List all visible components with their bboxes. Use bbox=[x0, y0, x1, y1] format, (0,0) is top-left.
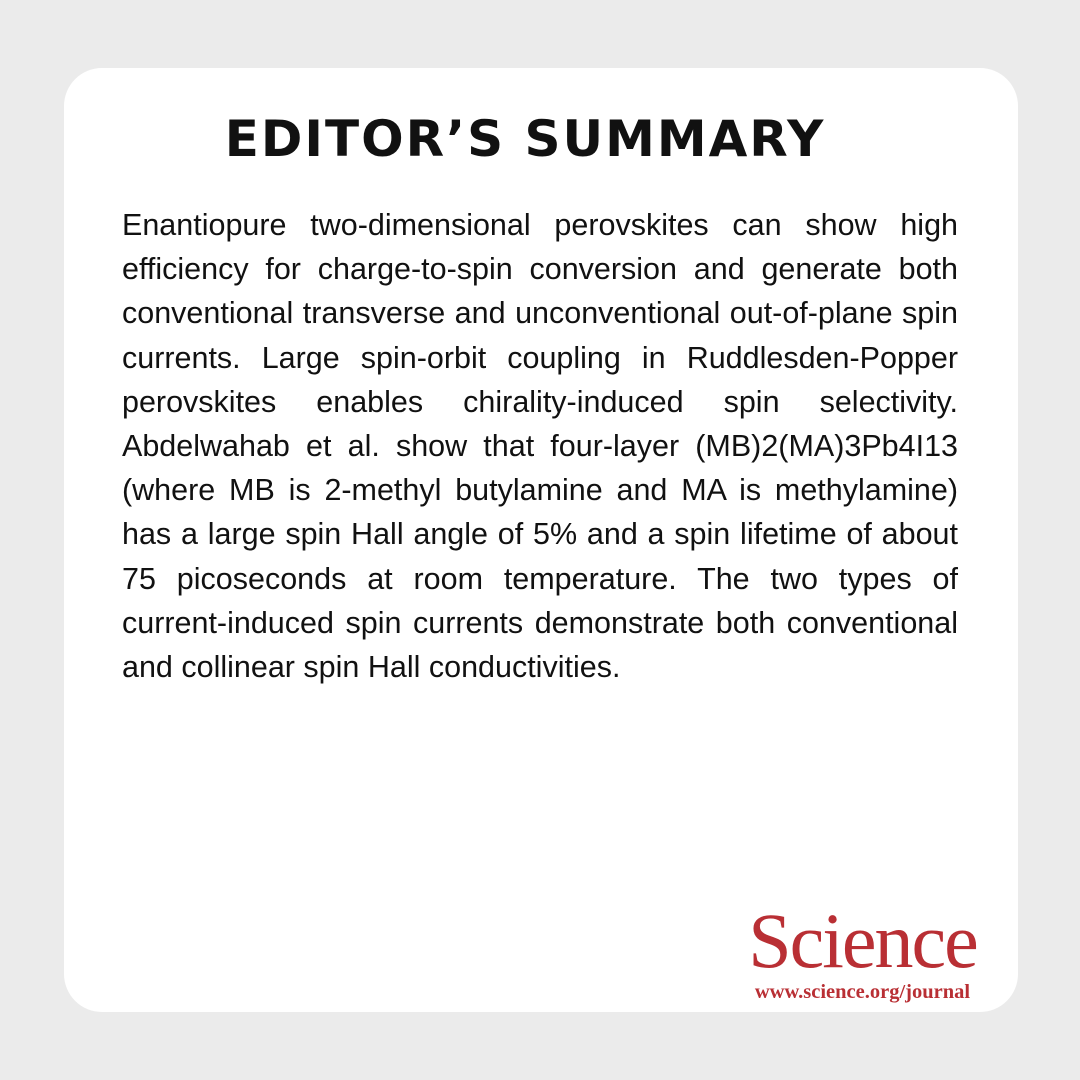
page-title: EDITOR’S SUMMARY bbox=[224, 110, 826, 168]
science-logo bbox=[740, 897, 985, 1004]
science-wordmark: Science bbox=[748, 897, 977, 984]
science-url: www.science.org/journal bbox=[754, 981, 971, 1003]
summary-paragraph: Enantiopure two-dimensional perovskites can show high efficiency for charge-to-spin conversion and generate both conventional transverse and unconventional out-of-plane spin currents. Large spin-orbit coupling in Ruddlesden-Popper perovskites enables chirality-induced spin selectivity. Abdelwahab et al. show that four-layer (MB)2(MA)3Pb4I13 (where MB is 2-methyl butylamine and MA is methylamine) has a large spin Hall angle of 5% and a spin lifetime of about 75 picoseconds at room temperature. The two types of current-induced spin currents demonstrate both conventional and collinear spin Hall conductivities. bbox=[122, 208, 958, 685]
